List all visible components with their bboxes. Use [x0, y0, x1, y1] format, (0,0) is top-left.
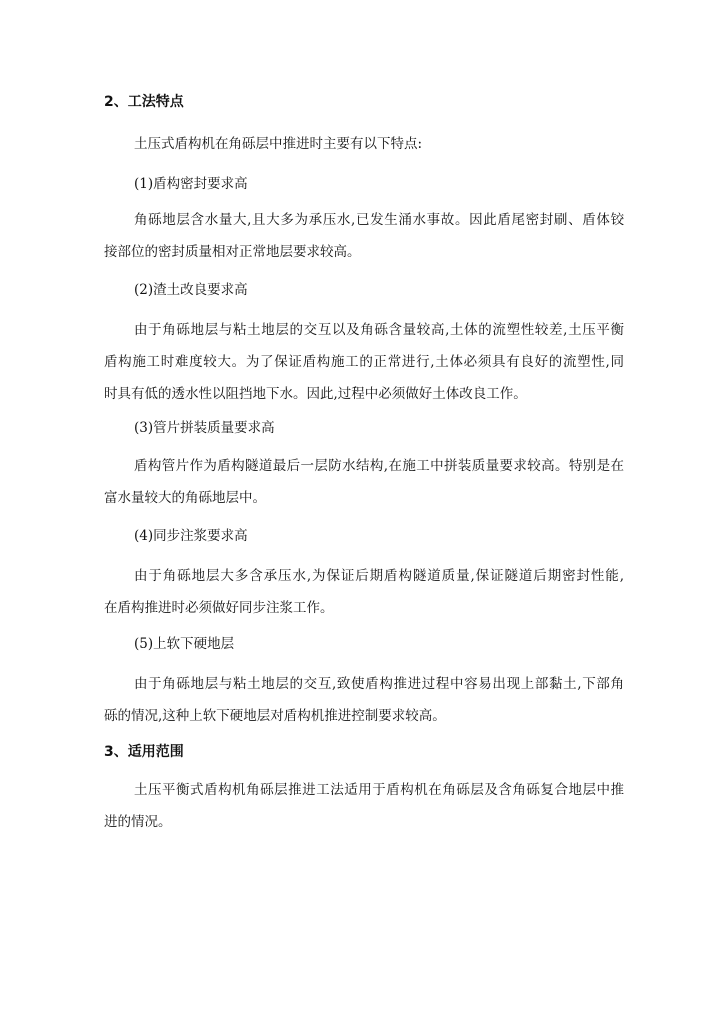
item-2-line-3: 时具有低的透水性以阻挡地下水。因此,过程中必须做好土体改良工作。	[104, 386, 527, 402]
item-1-line-2: 接部位的密封质量相对正常地层要求较高。	[104, 244, 361, 260]
item-2-line-1: 由于角砾地层与粘土地层的交互以及角砾含量较高,土体的流塑性较差,土压平衡	[134, 322, 624, 338]
item-5-line-1: 由于角砾地层与粘土地层的交互,致使盾构推进过程中容易出现上部黏土,下部角	[134, 676, 624, 692]
section-3-heading: 3、适用范围	[104, 744, 184, 760]
item-4-paragraph	[104, 560, 624, 624]
item-1-title: (1)盾构密封要求高	[134, 176, 248, 192]
section-3-paragraph	[104, 774, 624, 838]
item-2-paragraph	[104, 314, 624, 410]
item-1-line-1: 角砾地层含水量大,且大多为承压水,已发生涌水事故。因此盾尾密封刷、盾体铰	[134, 212, 624, 228]
item-4-line-2: 在盾构推进时必须做好同步注浆工作。	[104, 600, 334, 616]
section-3-line-2: 进的情况。	[104, 814, 172, 830]
item-4-line-1: 由于角砾地层大多含承压水,为保证后期盾构隧道质量,保证隧道后期密封性能,	[134, 568, 624, 584]
item-1-paragraph	[104, 204, 624, 268]
item-3-paragraph	[104, 450, 624, 514]
item-3-line-1: 盾构管片作为盾构隧道最后一层防水结构,在施工中拼装质量要求较高。特别是在	[134, 458, 624, 474]
item-3-title: (3)管片拼装质量要求高	[134, 420, 275, 436]
item-2-title: (2)渣土改良要求高	[134, 282, 248, 298]
item-4-title: (4)同步注浆要求高	[134, 528, 248, 544]
item-5-title: (5)上软下硬地层	[134, 636, 235, 652]
section-2-heading: 2、工法特点	[104, 94, 184, 110]
section-3-line-1: 土压平衡式盾构机角砾层推进工法适用于盾构机在角砾层及含角砾复合地层中推	[134, 782, 624, 798]
item-5-line-2: 砾的情况,这种上软下硬地层对盾构机推进控制要求较高。	[104, 708, 446, 724]
item-3-line-2: 富水量较大的角砾地层中。	[104, 490, 266, 506]
section-2-intro: 土压式盾构机在角砾层中推进时主要有以下特点:	[134, 136, 423, 152]
item-5-paragraph	[104, 668, 624, 732]
item-2-line-2: 盾构施工时难度较大。为了保证盾构施工的正常进行,土体必须具有良好的流塑性,同	[104, 354, 624, 370]
